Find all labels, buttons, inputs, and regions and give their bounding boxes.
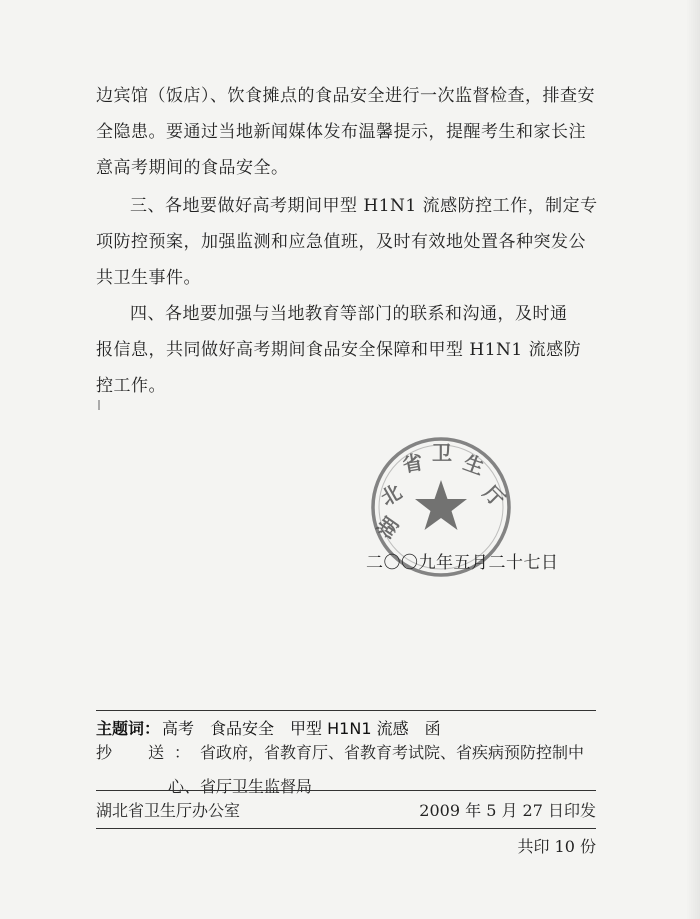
svg-text:省: 省 xyxy=(400,449,425,477)
copy-count: 共印 10 份 xyxy=(517,837,596,856)
svg-text:卫: 卫 xyxy=(432,441,452,465)
keyword: 食品安全 xyxy=(210,719,275,738)
text-line: 意高考期间的食品安全。 xyxy=(96,158,289,178)
issue-date: 2009 年 5 月 27 日印发 xyxy=(419,801,596,820)
text-line: 四、各地要加强与当地教育等部门的联系和沟通，及时通 xyxy=(130,304,568,324)
cc-line: 省政府，省教育厅、省教育考试院、省疾病预防控制中 xyxy=(200,743,585,762)
svg-text:生: 生 xyxy=(460,450,488,480)
keyword: 函 xyxy=(424,719,441,738)
svg-text:北: 北 xyxy=(376,479,406,511)
divider xyxy=(96,828,596,829)
subject-label: 主题词： xyxy=(96,719,161,738)
cc-label: 抄 送： xyxy=(96,743,201,762)
divider xyxy=(96,790,596,791)
text-line: 控工作。 xyxy=(96,376,166,396)
issuing-office: 湖北省卫生厅办公室 xyxy=(96,801,241,820)
text-line: 边宾馆（饭店）、饮食摊点的食品安全进行一次监督检查，排查安 xyxy=(96,86,595,106)
keyword: 高考 xyxy=(162,719,195,738)
scan-mark xyxy=(98,400,100,410)
paragraph-h1n1-control xyxy=(96,188,596,296)
svg-text:厅: 厅 xyxy=(478,480,510,512)
cc-line: 心、省厅卫生监督局 xyxy=(168,777,313,796)
signature-date: 二〇〇九年五月二十七日 xyxy=(366,553,559,573)
scan-edge-shadow xyxy=(686,0,700,919)
text-line: 报信息，共同做好高考期间食品安全保障和甲型 H1N1 流感防 xyxy=(96,340,582,360)
paragraph-food-inspection xyxy=(96,78,596,186)
paragraph-coordination xyxy=(96,296,596,404)
keyword: 甲型 H1N1 流感 xyxy=(290,719,409,738)
svg-text:湖: 湖 xyxy=(372,512,404,543)
text-line: 共卫生事件。 xyxy=(96,268,201,288)
divider xyxy=(96,710,596,711)
text-line: 全隐患。要通过当地新闻媒体发布温馨提示，提醒考生和家长注 xyxy=(96,122,586,142)
text-line: 三、各地要做好高考期间甲型 H1N1 流感防控工作，制定专 xyxy=(130,196,598,216)
cc-recipients xyxy=(96,736,596,804)
text-line: 项防控预案，加强监测和应急值班，及时有效地处置各种突发公 xyxy=(96,232,586,252)
